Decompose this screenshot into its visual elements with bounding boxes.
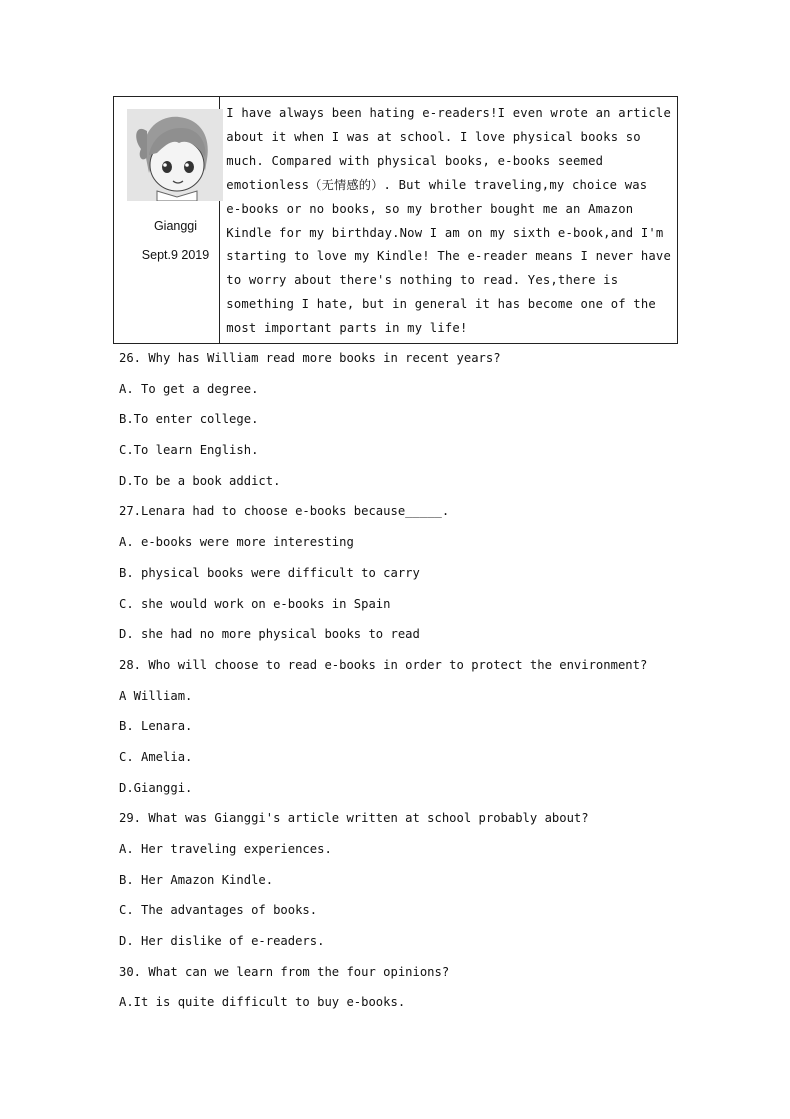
author-name: Gianggi xyxy=(153,219,198,233)
post-date: Sept.9 2019 xyxy=(141,248,210,262)
option-29-b: B. Her Amazon Kindle. xyxy=(119,872,274,887)
opinion-line: e-books or no books, so my brother bought me an Amazon xyxy=(226,201,634,216)
option-26-a: A. To get a degree. xyxy=(119,381,259,396)
option-27-d: D. she had no more physical books to read xyxy=(119,627,420,642)
option-26-c: C.To learn English. xyxy=(119,443,259,458)
question-27: 27.Lenara had to choose e-books because_____. xyxy=(119,504,450,519)
option-30-a: A.It is quite difficult to buy e-books. xyxy=(119,995,406,1010)
opinion-line: much. Compared with physical books, e-books seemed xyxy=(226,153,604,168)
question-29: 29. What was Gianggi's article written at school probably about? xyxy=(119,811,589,826)
opinion-line: something I hate, but in general it has become one of the xyxy=(226,297,656,312)
option-29-d: D. Her dislike of e-readers. xyxy=(119,934,325,949)
option-28-a: A William. xyxy=(119,688,193,703)
opinion-line: I have always been hating e-readers!I even wrote an article xyxy=(226,106,671,120)
opinion-line: emotionless（无情感的）. But while traveling,my choice was xyxy=(226,177,648,192)
option-27-b: B. physical books were difficult to carry xyxy=(119,565,420,580)
opinion-line: to worry about there's nothing to read. Yes,there is xyxy=(226,273,619,288)
option-26-d: D.To be a book addict. xyxy=(119,473,281,488)
opinion-table xyxy=(113,96,678,344)
option-27-c: C. she would work on e-books in Spain xyxy=(119,596,391,611)
opinion-line: Kindle for my birthday.Now I am on my sixth e-book,and I'm xyxy=(226,225,664,240)
question-26: 26. Why has William read more books in recent years? xyxy=(119,351,501,365)
author-cell xyxy=(114,97,220,343)
option-28-c: C. Amelia. xyxy=(119,749,193,764)
option-29-a: A. Her traveling experiences. xyxy=(119,842,332,856)
girl-avatar-icon xyxy=(127,109,223,201)
question-30: 30. What can we learn from the four opinions? xyxy=(119,964,450,979)
question-28: 28. Who will choose to read e-books in order to protect the environment? xyxy=(119,657,648,672)
opinion-line: starting to love my Kindle! The e-reader means I never have xyxy=(226,249,671,264)
question-list xyxy=(119,348,719,1023)
option-27-a: A. e-books were more interesting xyxy=(119,535,354,550)
option-28-b: B. Lenara. xyxy=(119,719,193,734)
option-29-c: C. The advantages of books. xyxy=(119,903,318,918)
opinion-line: about it when I was at school. I love physical books so xyxy=(226,129,641,144)
option-28-d: D.Gianggi. xyxy=(119,780,193,795)
option-26-b: B.To enter college. xyxy=(119,412,259,427)
opinion-line: most important parts in my life! xyxy=(226,321,468,336)
opinion-text xyxy=(220,97,677,343)
